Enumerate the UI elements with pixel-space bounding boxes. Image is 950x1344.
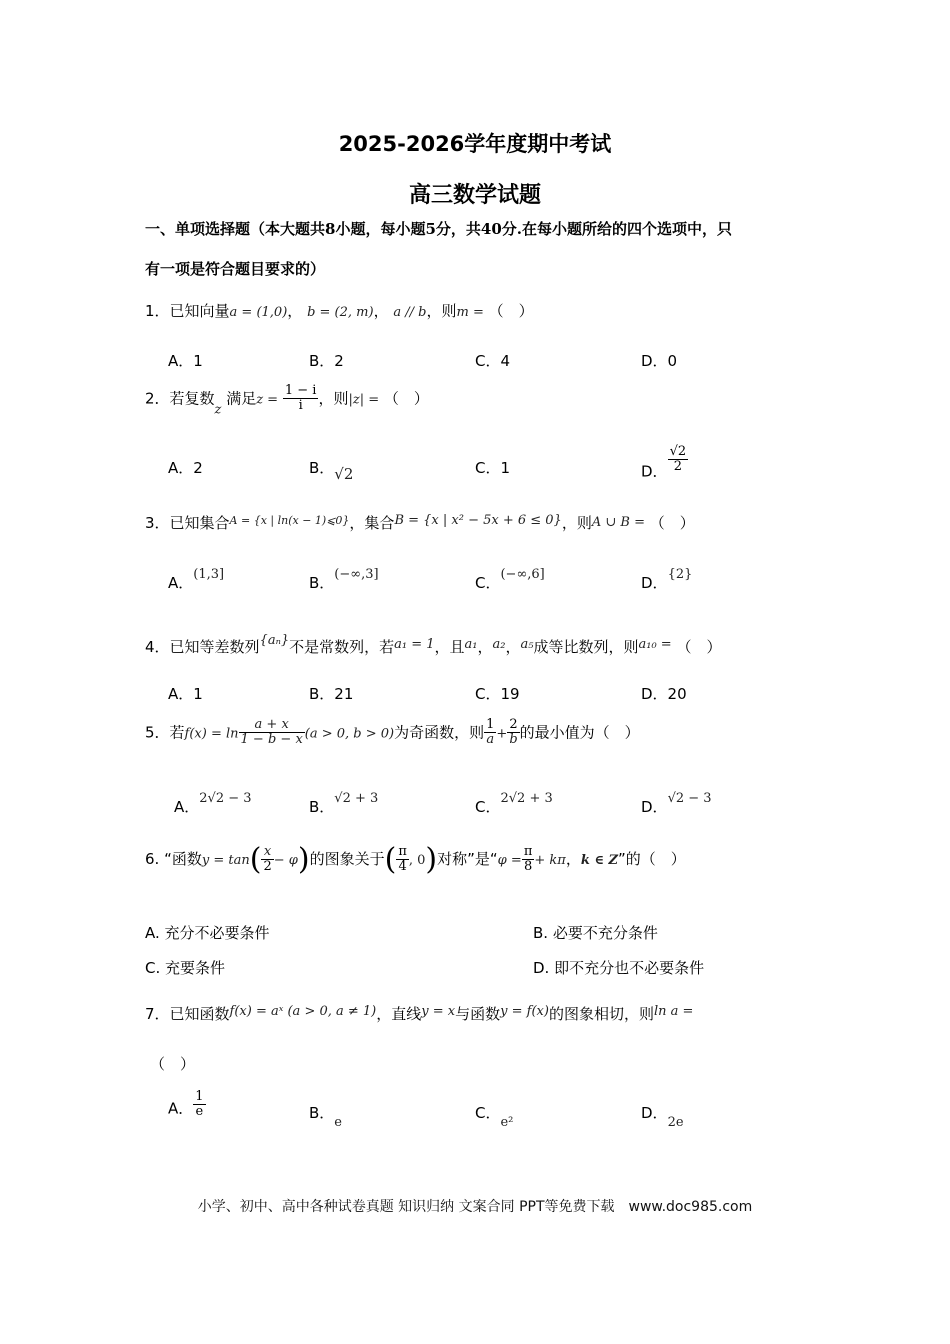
q5-frac1-num: 1 bbox=[486, 717, 495, 732]
q6-mid1: 的图象关于 bbox=[309, 850, 385, 868]
q4-prefix: 4．已知等差数列 bbox=[145, 638, 260, 656]
question-7 bbox=[145, 1003, 693, 1024]
q2-num: 1 − i bbox=[284, 383, 317, 398]
q2-mid1: 满足 bbox=[226, 389, 257, 408]
q4-option-b[interactable]: B．21 bbox=[309, 685, 354, 703]
q7-line: y = x bbox=[421, 1004, 456, 1019]
q4-mid3: 成等比数列，则 bbox=[533, 638, 639, 656]
q6-paren-open: ( bbox=[249, 842, 262, 877]
q3-paren: （ ） bbox=[649, 514, 695, 532]
q6-zero: , 0 bbox=[408, 853, 426, 868]
q2-option-a[interactable]: A．2 bbox=[168, 459, 203, 477]
q7-option-c[interactable] bbox=[475, 1102, 513, 1130]
q4-mid1: 不是常数列，若 bbox=[289, 638, 395, 656]
q7-option-a[interactable] bbox=[168, 1090, 206, 1120]
q3-option-d-value: {2} bbox=[667, 567, 693, 582]
q3-union: A ∪ B = bbox=[591, 515, 645, 530]
q3-option-a[interactable] bbox=[168, 567, 224, 593]
q3-option-c-value: (−∞,6] bbox=[500, 567, 545, 582]
q5-option-b[interactable] bbox=[309, 791, 378, 817]
q5-frac1-den: a bbox=[486, 732, 495, 748]
q5-option-a-label: A． bbox=[174, 798, 200, 816]
q2-paren: （ ） bbox=[383, 389, 429, 408]
question-4 bbox=[145, 633, 721, 657]
q4-a1: a₁ = 1 bbox=[394, 637, 435, 652]
q2-option-d-fraction bbox=[668, 445, 689, 475]
q7-prefix: 7．已知函数 bbox=[145, 1005, 230, 1023]
q7-option-c-value: e² bbox=[500, 1115, 514, 1130]
q1-prefix: 1．已知向量 bbox=[145, 302, 230, 320]
q6-suffix: ”的（ ） bbox=[618, 850, 686, 868]
q4-term-a2: a₂ bbox=[492, 637, 506, 652]
q7-option-a-label: A． bbox=[168, 1099, 194, 1118]
q3-option-a-label: A． bbox=[168, 574, 194, 592]
q5-function: f(x) = ln bbox=[184, 726, 239, 742]
q2-option-b-label: B． bbox=[309, 459, 335, 477]
q5-suffix: 的最小值为（ ） bbox=[519, 723, 640, 742]
q7-ln: ln a = bbox=[653, 1004, 694, 1019]
q7-option-b[interactable] bbox=[309, 1102, 342, 1130]
q2-mid2: ，则 bbox=[318, 389, 349, 408]
q1-sep2: ， bbox=[373, 302, 389, 320]
q5-option-c-label: C． bbox=[475, 798, 501, 816]
q2-option-b-value: √2 bbox=[334, 465, 354, 483]
q6-y-tan: y = tan bbox=[201, 853, 250, 868]
q6-option-a[interactable]: A. 充分不必要条件 bbox=[145, 924, 270, 942]
q5-fraction bbox=[239, 718, 305, 748]
q3-option-a-value: (1,3] bbox=[193, 567, 225, 582]
q7-mid2: 与函数 bbox=[455, 1005, 501, 1023]
q7-function: f(x) = aˣ (a > 0, a ≠ 1) bbox=[229, 1004, 377, 1019]
q1-vector-a: a = (1,0) bbox=[229, 305, 288, 320]
q5-option-d[interactable] bbox=[641, 791, 712, 817]
q7-option-d-value: 2e bbox=[667, 1115, 684, 1130]
exam-subtitle: 高三数学试题 bbox=[408, 183, 541, 208]
q3-prefix: 3．已知集合 bbox=[145, 514, 230, 532]
q6-point-open: ( bbox=[384, 842, 397, 877]
q2-z-eq: z = bbox=[256, 392, 279, 408]
q2-abs: |z| = bbox=[348, 392, 380, 408]
q1-option-b[interactable]: B．2 bbox=[309, 352, 344, 370]
q3-option-c-label: C． bbox=[475, 574, 501, 592]
q7-mid1: ，直线 bbox=[376, 1005, 422, 1023]
q7-option-c-label: C． bbox=[475, 1104, 501, 1122]
q6-pi: π bbox=[398, 843, 407, 859]
q7-g: y = f(x) bbox=[500, 1004, 549, 1019]
q6-kpi: + kπ bbox=[534, 853, 566, 868]
footer-download-notice: 小学、初中、高中各种试卷真题 知识归纳 文案合同 PPT等免费下载 www.doc985.com bbox=[197, 1199, 753, 1215]
q6-phi-eq: φ = bbox=[497, 853, 522, 868]
q7-option-b-label: B． bbox=[309, 1104, 335, 1122]
q5-frac2 bbox=[507, 718, 519, 748]
q5-frac1 bbox=[484, 718, 496, 748]
q2-z: z bbox=[214, 402, 222, 418]
q2-fraction bbox=[283, 384, 319, 414]
q5-option-d-label: D． bbox=[641, 798, 668, 816]
q7-option-a-fraction bbox=[193, 1090, 205, 1120]
q6-point-close: ) bbox=[425, 842, 438, 877]
q5-option-c-value: 2√2 + 3 bbox=[500, 791, 553, 806]
q7-option-d[interactable] bbox=[641, 1102, 684, 1130]
q6-two: 2 bbox=[263, 859, 272, 874]
q1-m: m = bbox=[456, 305, 484, 320]
q2-option-d-label: D． bbox=[641, 462, 668, 481]
q3-option-b[interactable] bbox=[309, 567, 379, 593]
q5-num: a + x bbox=[239, 718, 305, 733]
q2-den: i bbox=[298, 398, 303, 414]
q1-option-a[interactable]: A．1 bbox=[168, 352, 203, 370]
q5-option-b-label: B． bbox=[309, 798, 335, 816]
q6-kz: k ∈ Z bbox=[580, 853, 618, 868]
q4-term-a1: a₁ bbox=[464, 637, 478, 652]
q3-option-b-value: (−∞,3] bbox=[334, 567, 379, 582]
q3-mid2: ，则 bbox=[561, 514, 592, 532]
q2-option-d-num: √2 bbox=[669, 444, 687, 459]
q6-paren-close: ) bbox=[297, 842, 310, 877]
q1-option-d[interactable]: D．0 bbox=[641, 352, 678, 370]
q5-frac2-den: b bbox=[509, 732, 518, 748]
q5-prefix: 5．若 bbox=[145, 723, 185, 742]
question-1 bbox=[145, 300, 534, 321]
q4-sequence: {aₙ} bbox=[259, 633, 290, 648]
q4-option-c[interactable]: C．19 bbox=[475, 685, 520, 703]
q5-option-b-value: √2 + 3 bbox=[334, 791, 379, 806]
q7-paren: （ ） bbox=[150, 1055, 196, 1073]
exam-title: 2025-2026学年度期中考试 bbox=[338, 132, 612, 156]
q6-x: x bbox=[261, 845, 273, 860]
q5-option-a[interactable] bbox=[174, 791, 252, 817]
q5-plus: + bbox=[496, 726, 508, 742]
q2-option-d[interactable] bbox=[641, 445, 688, 481]
q4-term-a5: a₅ bbox=[520, 637, 534, 652]
q7-option-a-num: 1 bbox=[195, 1089, 204, 1104]
q3-option-d[interactable] bbox=[641, 567, 692, 593]
question-5 bbox=[145, 718, 640, 748]
q1-sep1: ， bbox=[287, 302, 303, 320]
q4-comma2: ， bbox=[505, 638, 521, 656]
q7-option-d-label: D． bbox=[641, 1104, 668, 1122]
q6-frac-pi8 bbox=[522, 845, 535, 875]
q6-pi8-den: 8 bbox=[523, 859, 533, 874]
q6-option-c[interactable]: C. 充要条件 bbox=[145, 959, 226, 977]
q6-mid2: 对称”是“ bbox=[437, 850, 498, 868]
q6-four: 4 bbox=[398, 859, 407, 874]
question-3 bbox=[145, 512, 695, 533]
q2-option-b[interactable] bbox=[309, 457, 353, 483]
q6-option-b[interactable]: B. 必要不充分条件 bbox=[533, 924, 658, 942]
q5-option-c[interactable] bbox=[475, 791, 553, 817]
q2-option-d-den: 2 bbox=[673, 459, 682, 475]
q1-option-c[interactable]: C．4 bbox=[475, 352, 511, 370]
q6-comma: ， bbox=[565, 850, 581, 868]
q4-mid2: ，且 bbox=[434, 638, 465, 656]
section-heading-line2: 有一项是符合题目要求的） bbox=[145, 260, 326, 278]
q5-condition: (a > 0, b > 0) bbox=[304, 726, 395, 742]
q3-option-d-label: D． bbox=[641, 574, 668, 592]
q6-option-d[interactable]: D. 即不充分也不必要条件 bbox=[533, 959, 705, 977]
question-6 bbox=[145, 842, 686, 877]
q4-option-d[interactable]: D．20 bbox=[641, 685, 687, 703]
q1-parallel: a // b bbox=[393, 305, 427, 320]
q6-frac-x bbox=[261, 845, 273, 875]
q1-paren: （ ） bbox=[488, 302, 534, 320]
question-2 bbox=[145, 384, 429, 417]
q4-paren: （ ） bbox=[676, 638, 722, 656]
q5-option-a-value: 2√2 − 3 bbox=[199, 791, 252, 806]
q7-option-b-value: e bbox=[334, 1115, 342, 1130]
q7-mid3: 的图象相切，则 bbox=[548, 1005, 654, 1023]
q3-set-b: B = {x | x² − 5x + 6 ≤ 0} bbox=[394, 513, 562, 528]
q1-mid: ，则 bbox=[426, 302, 457, 320]
q7-option-a-den: e bbox=[195, 1104, 204, 1120]
q4-a10: a₁₀ = bbox=[638, 637, 672, 652]
q6-phi: − φ bbox=[273, 853, 298, 868]
q3-option-b-label: B． bbox=[309, 574, 335, 592]
q6-pi8-num: π bbox=[523, 843, 533, 859]
q5-frac2-num: 2 bbox=[507, 718, 519, 733]
q2-prefix: 2．若复数 bbox=[145, 389, 215, 408]
q4-comma1: ， bbox=[477, 638, 493, 656]
q3-set-a: A = {x | ln(x − 1)⩽0} bbox=[229, 514, 350, 527]
q6-prefix: 6. “函数 bbox=[145, 850, 202, 868]
section-heading-line1: 一、单项选择题（本大题共8小题，每小题5分，共40分.在每小题所给的四个选项中，只 bbox=[145, 220, 732, 238]
q1-vector-b: b = (2, m) bbox=[307, 305, 374, 320]
q3-option-c[interactable] bbox=[475, 567, 545, 593]
q5-mid1: 为奇函数，则 bbox=[394, 723, 485, 742]
q6-frac-pi4 bbox=[396, 845, 409, 875]
q5-den: 1 − b − x bbox=[240, 732, 303, 748]
q4-option-a[interactable]: A．1 bbox=[168, 685, 203, 703]
q2-option-c[interactable]: C．1 bbox=[475, 459, 511, 477]
q3-mid1: ，集合 bbox=[349, 514, 395, 532]
q5-option-d-value: √2 − 3 bbox=[667, 791, 712, 806]
